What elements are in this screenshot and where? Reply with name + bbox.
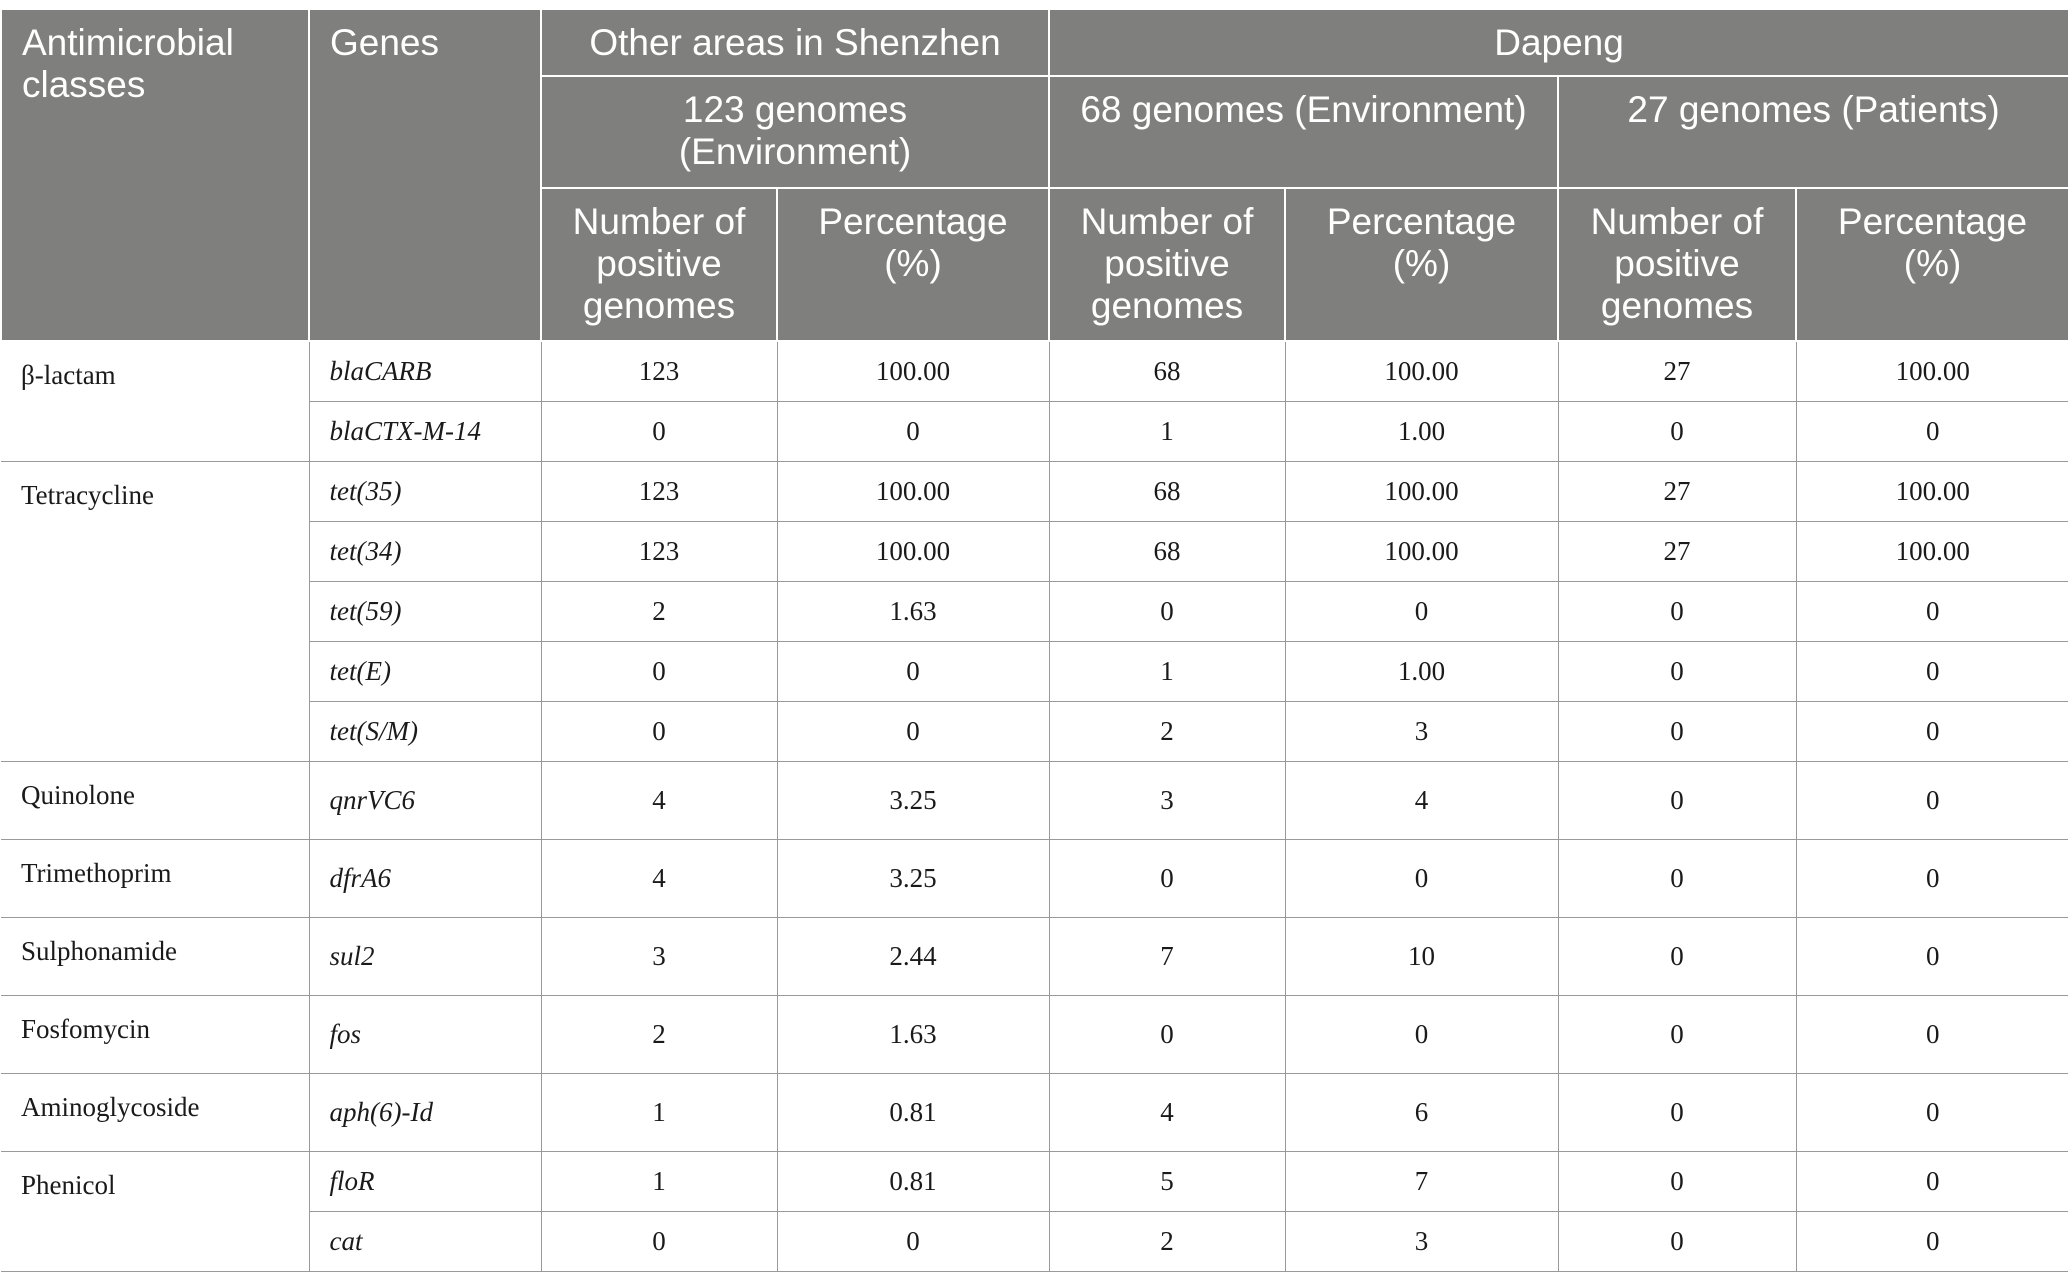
antimicrobial-class-cell: Tetracycline <box>1 462 309 762</box>
table-row <box>1 1152 2068 1212</box>
count-cell: 0 <box>1558 840 1796 918</box>
count-cell: 0 <box>1558 702 1796 762</box>
count-cell: 0 <box>1558 642 1796 702</box>
count-cell: 7 <box>1049 918 1285 996</box>
table-row <box>1 582 2068 642</box>
count-cell: 4 <box>541 840 777 918</box>
percentage-cell: 0 <box>777 702 1049 762</box>
table-row <box>1 462 2068 522</box>
count-cell: 0 <box>1558 402 1796 462</box>
percentage-cell: 1.63 <box>777 996 1049 1074</box>
percentage-cell: 100.00 <box>1285 462 1558 522</box>
count-cell: 0 <box>1558 996 1796 1074</box>
gene-cell: blaCTX-M-14 <box>309 402 541 462</box>
percentage-cell: 0 <box>777 1212 1049 1272</box>
header-number-positive: Number of positive genomes <box>1049 188 1285 341</box>
count-cell: 0 <box>1558 1212 1796 1272</box>
percentage-cell: 0.81 <box>777 1152 1049 1212</box>
percentage-cell: 0 <box>1796 582 2068 642</box>
gene-cell: tet(34) <box>309 522 541 582</box>
gene-cell: cat <box>309 1212 541 1272</box>
gene-cell: tet(59) <box>309 582 541 642</box>
count-cell: 0 <box>541 402 777 462</box>
count-cell: 0 <box>1558 1152 1796 1212</box>
count-cell: 123 <box>541 341 777 402</box>
gene-cell: tet(S/M) <box>309 702 541 762</box>
header-percentage: Percentage (%) <box>1796 188 2068 341</box>
table-header <box>1 9 2068 341</box>
percentage-cell: 100.00 <box>1285 341 1558 402</box>
table-row <box>1 341 2068 402</box>
percentage-cell: 7 <box>1285 1152 1558 1212</box>
percentage-cell: 0 <box>1796 1152 2068 1212</box>
gene-cell: sul2 <box>309 918 541 996</box>
count-cell: 0 <box>1558 762 1796 840</box>
count-cell: 0 <box>1558 582 1796 642</box>
antimicrobial-class-cell: β-lactam <box>1 341 309 462</box>
percentage-cell: 0 <box>1796 996 2068 1074</box>
percentage-cell: 1.63 <box>777 582 1049 642</box>
header-dapeng: Dapeng <box>1049 9 2068 76</box>
count-cell: 0 <box>1049 582 1285 642</box>
percentage-cell: 0 <box>1796 402 2068 462</box>
count-cell: 27 <box>1558 341 1796 402</box>
count-cell: 1 <box>1049 402 1285 462</box>
gene-cell: qnrVC6 <box>309 762 541 840</box>
resistance-gene-table <box>0 8 2068 1272</box>
percentage-cell: 100.00 <box>777 462 1049 522</box>
antimicrobial-class-cell: Fosfomycin <box>1 996 309 1074</box>
count-cell: 0 <box>1049 840 1285 918</box>
percentage-cell: 100.00 <box>1796 462 2068 522</box>
count-cell: 5 <box>1049 1152 1285 1212</box>
count-cell: 0 <box>1558 918 1796 996</box>
header-group-dapeng-environment: 68 genomes (Environment) <box>1049 76 1558 188</box>
percentage-cell: 0 <box>1796 1074 2068 1152</box>
count-cell: 68 <box>1049 522 1285 582</box>
percentage-cell: 0 <box>1285 996 1558 1074</box>
percentage-cell: 100.00 <box>1796 341 2068 402</box>
header-percentage: Percentage (%) <box>1285 188 1558 341</box>
gene-cell: tet(E) <box>309 642 541 702</box>
count-cell: 27 <box>1558 522 1796 582</box>
gene-cell: blaCARB <box>309 341 541 402</box>
table-row <box>1 1212 2068 1272</box>
percentage-cell: 0 <box>777 642 1049 702</box>
count-cell: 68 <box>1049 341 1285 402</box>
count-cell: 123 <box>541 462 777 522</box>
count-cell: 3 <box>1049 762 1285 840</box>
antimicrobial-class-cell: Trimethoprim <box>1 840 309 918</box>
gene-cell: fos <box>309 996 541 1074</box>
count-cell: 0 <box>1049 996 1285 1074</box>
header-antimicrobial-classes: Antimicrobial classes <box>1 9 309 341</box>
percentage-cell: 3 <box>1285 702 1558 762</box>
table-row <box>1 702 2068 762</box>
percentage-cell: 2.44 <box>777 918 1049 996</box>
count-cell: 123 <box>541 522 777 582</box>
percentage-cell: 4 <box>1285 762 1558 840</box>
count-cell: 1 <box>541 1152 777 1212</box>
table-row <box>1 996 2068 1074</box>
table-row <box>1 1074 2068 1152</box>
count-cell: 68 <box>1049 462 1285 522</box>
antimicrobial-class-cell: Quinolone <box>1 762 309 840</box>
percentage-cell: 3.25 <box>777 762 1049 840</box>
percentage-cell: 0 <box>1285 840 1558 918</box>
table-row <box>1 522 2068 582</box>
antimicrobial-class-cell: Phenicol <box>1 1152 309 1272</box>
percentage-cell: 0.81 <box>777 1074 1049 1152</box>
count-cell: 2 <box>1049 1212 1285 1272</box>
gene-cell: tet(35) <box>309 462 541 522</box>
percentage-cell: 10 <box>1285 918 1558 996</box>
header-group-dapeng-patients: 27 genomes (Patients) <box>1558 76 2068 188</box>
count-cell: 2 <box>541 996 777 1074</box>
table-row <box>1 918 2068 996</box>
percentage-cell: 0 <box>1796 702 2068 762</box>
count-cell: 0 <box>541 702 777 762</box>
antimicrobial-class-cell: Aminoglycoside <box>1 1074 309 1152</box>
antimicrobial-class-cell: Sulphonamide <box>1 918 309 996</box>
count-cell: 0 <box>541 1212 777 1272</box>
percentage-cell: 0 <box>777 402 1049 462</box>
header-percentage: Percentage (%) <box>777 188 1049 341</box>
percentage-cell: 1.00 <box>1285 642 1558 702</box>
count-cell: 4 <box>541 762 777 840</box>
table-body <box>1 341 2068 1272</box>
percentage-cell: 3 <box>1285 1212 1558 1272</box>
gene-cell: aph(6)-Id <box>309 1074 541 1152</box>
header-number-positive: Number of positive genomes <box>541 188 777 341</box>
header-group-other-environment: 123 genomes (Environment) <box>541 76 1049 188</box>
count-cell: 27 <box>1558 462 1796 522</box>
header-genes: Genes <box>309 9 541 341</box>
count-cell: 3 <box>541 918 777 996</box>
count-cell: 0 <box>1558 1074 1796 1152</box>
percentage-cell: 100.00 <box>777 341 1049 402</box>
count-cell: 1 <box>541 1074 777 1152</box>
percentage-cell: 3.25 <box>777 840 1049 918</box>
percentage-cell: 6 <box>1285 1074 1558 1152</box>
table-row <box>1 642 2068 702</box>
table-row <box>1 402 2068 462</box>
gene-cell: dfrA6 <box>309 840 541 918</box>
table-row <box>1 762 2068 840</box>
percentage-cell: 0 <box>1796 1212 2068 1272</box>
header-other-areas: Other areas in Shenzhen <box>541 9 1049 76</box>
count-cell: 2 <box>541 582 777 642</box>
gene-cell: floR <box>309 1152 541 1212</box>
table-row <box>1 840 2068 918</box>
percentage-cell: 0 <box>1796 642 2068 702</box>
percentage-cell: 0 <box>1796 762 2068 840</box>
percentage-cell: 100.00 <box>1285 522 1558 582</box>
count-cell: 2 <box>1049 702 1285 762</box>
percentage-cell: 100.00 <box>1796 522 2068 582</box>
header-number-positive: Number of positive genomes <box>1558 188 1796 341</box>
count-cell: 1 <box>1049 642 1285 702</box>
percentage-cell: 0 <box>1796 840 2068 918</box>
count-cell: 0 <box>541 642 777 702</box>
percentage-cell: 100.00 <box>777 522 1049 582</box>
percentage-cell: 0 <box>1285 582 1558 642</box>
percentage-cell: 1.00 <box>1285 402 1558 462</box>
count-cell: 4 <box>1049 1074 1285 1152</box>
percentage-cell: 0 <box>1796 918 2068 996</box>
